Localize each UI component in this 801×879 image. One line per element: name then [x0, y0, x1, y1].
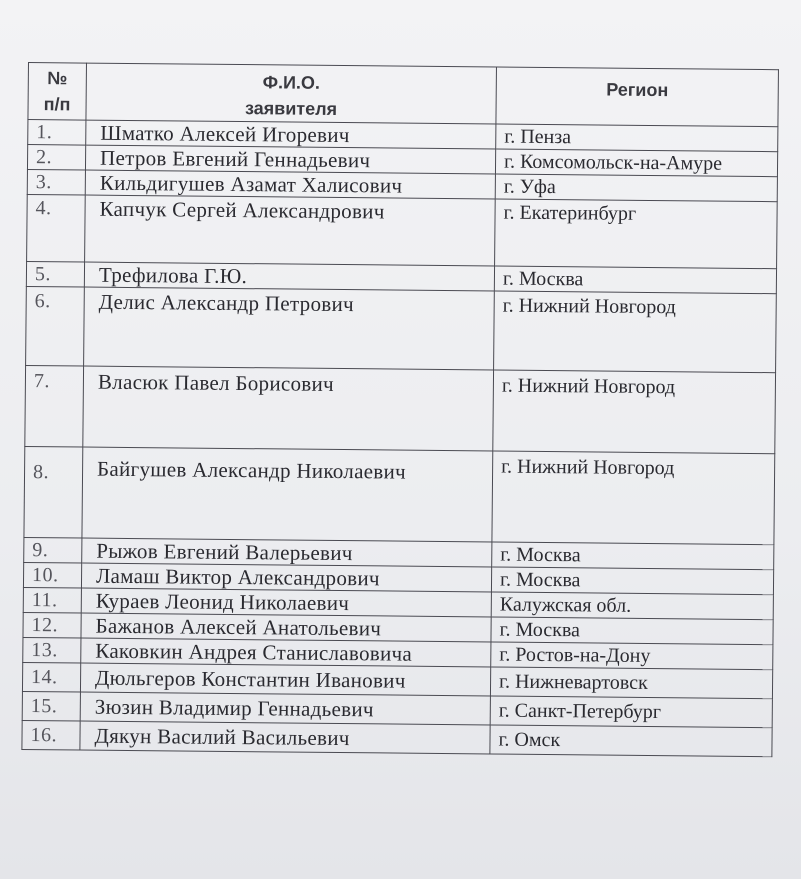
- row-name: Зюзин Владимир Геннадьевич: [80, 692, 490, 725]
- row-region: г. Нижний Новгород: [493, 370, 776, 454]
- row-name: Дюльгеров Константин Иванович: [80, 663, 490, 696]
- row-name: Делис Александр Петрович: [84, 287, 495, 370]
- row-region: г. Москва: [491, 567, 773, 595]
- header-name-line1: Ф.И.О.: [262, 72, 321, 93]
- table-row: [26, 286, 777, 372]
- row-name: Шматко Алексей Игоревич: [86, 120, 496, 149]
- row-region: г. Комсомольск-на-Амуре: [495, 149, 777, 177]
- row-number: 14.: [22, 662, 80, 692]
- row-number: 16.: [22, 720, 80, 750]
- row-name: Байгушев Александр Николаевич: [82, 447, 493, 542]
- row-number: 7.: [25, 365, 84, 447]
- header-region: Регион: [496, 67, 779, 127]
- row-region: г. Нижний Новгород: [494, 291, 777, 373]
- row-region: г. Пенза: [496, 124, 778, 152]
- row-number: 5.: [26, 261, 84, 287]
- row-number: 6.: [26, 286, 85, 366]
- row-region: г. Москва: [491, 617, 773, 645]
- row-name: Петров Евгений Геннадьевич: [85, 145, 495, 174]
- header-name-line2: заявителя: [244, 98, 338, 119]
- table-header-row: [28, 63, 779, 127]
- row-name: Ламаш Виктор Александрович: [81, 563, 491, 592]
- row-number: 15.: [22, 691, 80, 721]
- row-name: Трефилова Г.Ю.: [84, 262, 494, 291]
- row-region: г. Санкт-Петербург: [490, 696, 772, 728]
- row-region: г. Екатеринбург: [495, 199, 778, 269]
- table-row: [24, 446, 775, 544]
- row-name: Каковкин Андрея Станиславовича: [81, 638, 491, 667]
- row-number: 9.: [24, 537, 82, 563]
- row-number: 10.: [23, 562, 81, 588]
- row-region: г. Ростов-на-Дону: [491, 642, 773, 670]
- row-number: 2.: [27, 145, 85, 171]
- header-number-line1: №: [47, 68, 68, 89]
- applicants-table: [21, 62, 779, 757]
- row-region: г. Москва: [494, 266, 776, 294]
- table-row: [27, 194, 778, 268]
- row-number: 1.: [28, 120, 86, 146]
- document-sheet: [21, 62, 786, 757]
- row-number: 8.: [24, 446, 83, 538]
- row-name: Кильдигушев Азамат Халисович: [85, 170, 495, 199]
- row-name: Кураев Леонид Николаевич: [81, 588, 491, 617]
- row-name: Власюк Павел Борисович: [83, 366, 494, 451]
- row-region: г. Москва: [492, 542, 774, 570]
- row-region: г. Омск: [490, 725, 772, 757]
- header-number: [28, 63, 87, 121]
- row-number: 11.: [23, 587, 81, 613]
- row-region: Калужская обл.: [491, 592, 773, 620]
- row-number: 13.: [23, 637, 81, 663]
- row-number: 4.: [27, 194, 86, 262]
- header-name: [86, 63, 497, 124]
- row-name: Рыжов Евгений Валерьевич: [82, 538, 492, 567]
- row-name: Капчук Сергей Александрович: [85, 195, 496, 266]
- row-region: г. Уфа: [495, 174, 777, 202]
- row-region: г. Нижневартовск: [490, 667, 772, 699]
- row-region: г. Нижний Новгород: [492, 451, 775, 545]
- row-name: Бажанов Алексей Анатольевич: [81, 613, 491, 642]
- row-number: 12.: [23, 612, 81, 638]
- row-number: 3.: [27, 169, 85, 195]
- row-name: Дякун Василий Васильевич: [80, 721, 490, 754]
- header-number-line2: п/п: [43, 94, 71, 115]
- table-row: [25, 365, 776, 453]
